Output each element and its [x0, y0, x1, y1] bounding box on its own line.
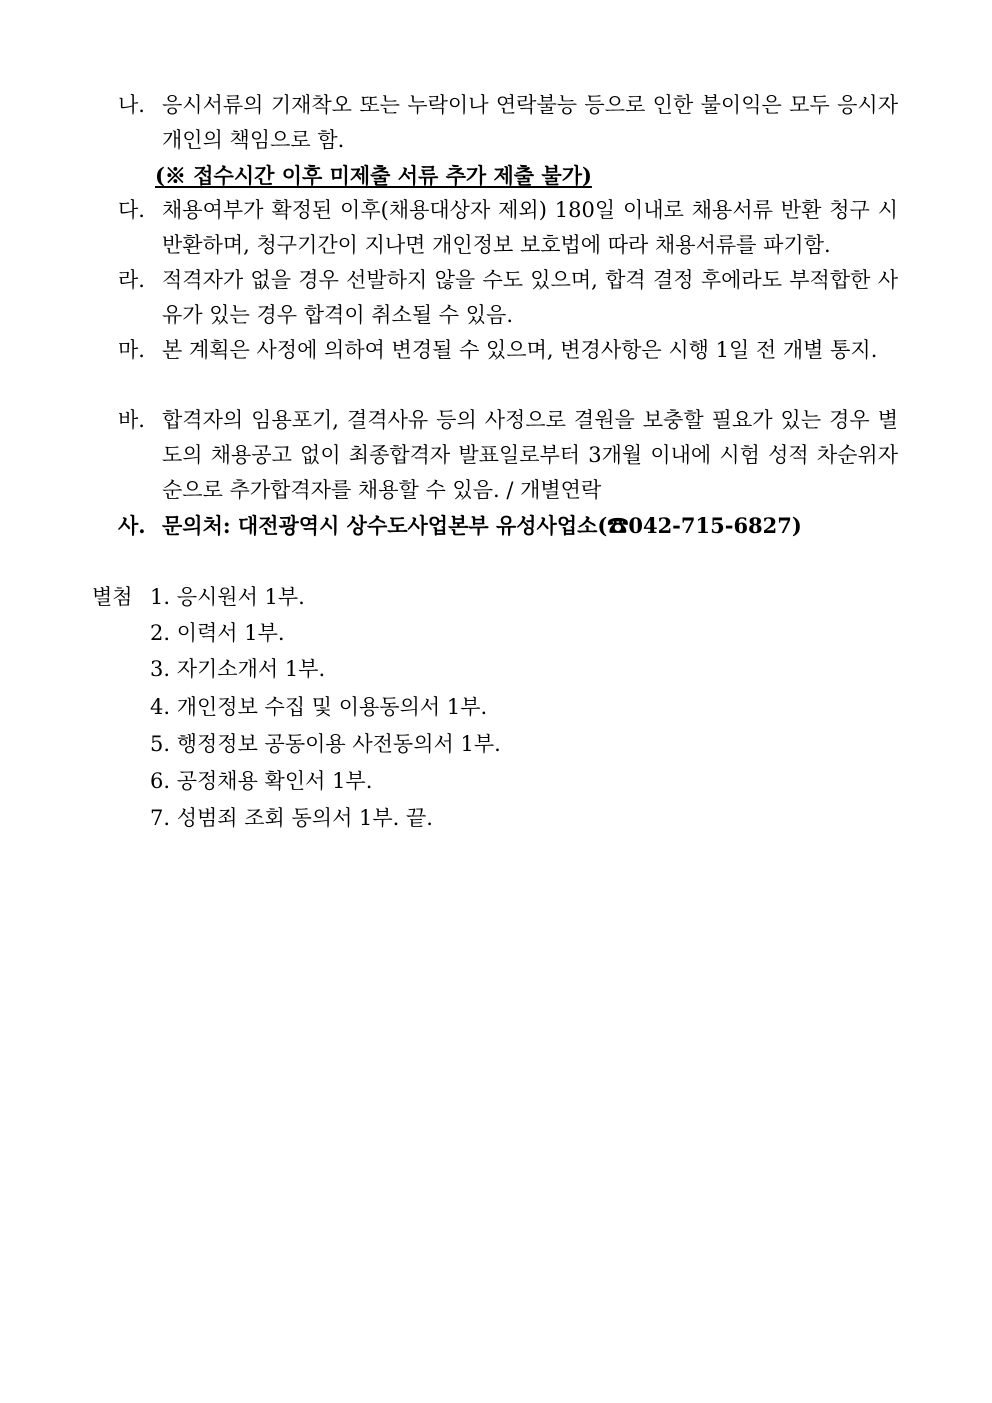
- item-marker: 사.: [118, 513, 146, 538]
- item-marker: 나.: [118, 93, 145, 117]
- attachment-item: 4. 개인정보 수집 및 이용동의서 1부.: [150, 695, 488, 719]
- list-item-ba: [118, 403, 898, 508]
- contact-text: 문의처: 대전광역시 상수도사업본부 유성사업소(☎042-715-6827): [162, 513, 802, 538]
- attachment-item: 5. 행정정보 공동이용 사전동의서 1부.: [150, 732, 501, 756]
- attachment-item: 7. 성범죄 조회 동의서 1부. 끝.: [150, 806, 433, 830]
- list-item-ma: [118, 333, 898, 368]
- list-item-ra: [118, 263, 898, 333]
- item-text: 본 계획은 사정에 의하여 변경될 수 있으며, 변경사항은 시행 1일 전 개별 통지.: [162, 338, 878, 362]
- attachments-label: 별첨: [92, 585, 133, 609]
- item-text: 채용여부가 확정된 이후(채용대상자 제외) 180일 이내로 채용서류 반환 청구 시 반환하며, 청구기간이 지나면 개인정보 보호법에 따라 채용서류를 파기함.: [162, 198, 898, 257]
- attachment-item: 1. 응시원서 1부.: [150, 585, 305, 609]
- item-text: 적격자가 없을 경우 선발하지 않을 수도 있으며, 합격 결정 후에라도 부적합한 사유가 있는 경우 합격이 취소될 수 있음.: [162, 268, 898, 327]
- attachment-item: 3. 자기소개서 1부.: [150, 657, 326, 681]
- attachment-item: 2. 이력서 1부.: [150, 621, 285, 645]
- item-marker: 다.: [118, 198, 145, 222]
- item-marker: 마.: [118, 338, 145, 362]
- list-item-da: [118, 193, 898, 263]
- list-item-sa-contact: [118, 508, 898, 543]
- attachment-item: 6. 공정채용 확인서 1부.: [150, 769, 373, 793]
- submission-note: (※ 접수시간 이후 미제출 서류 추가 제출 불가): [155, 163, 592, 188]
- item-marker: 바.: [118, 408, 145, 432]
- item-marker: 라.: [118, 268, 145, 292]
- item-text: 응시서류의 기재착오 또는 누락이나 연락불능 등으로 인한 불이익은 모두 응시자 개인의 책임으로 함.: [162, 93, 898, 152]
- list-item-na: [118, 88, 898, 158]
- item-text: 합격자의 임용포기, 결격사유 등의 사정으로 결원을 보충할 필요가 있는 경우 별도의 채용공고 없이 최종합격자 발표일로부터 3개월 이내에 시험 성적 차순위자 순으로 추가합격자를 채용할 수 있음. / 개별연락: [162, 408, 898, 502]
